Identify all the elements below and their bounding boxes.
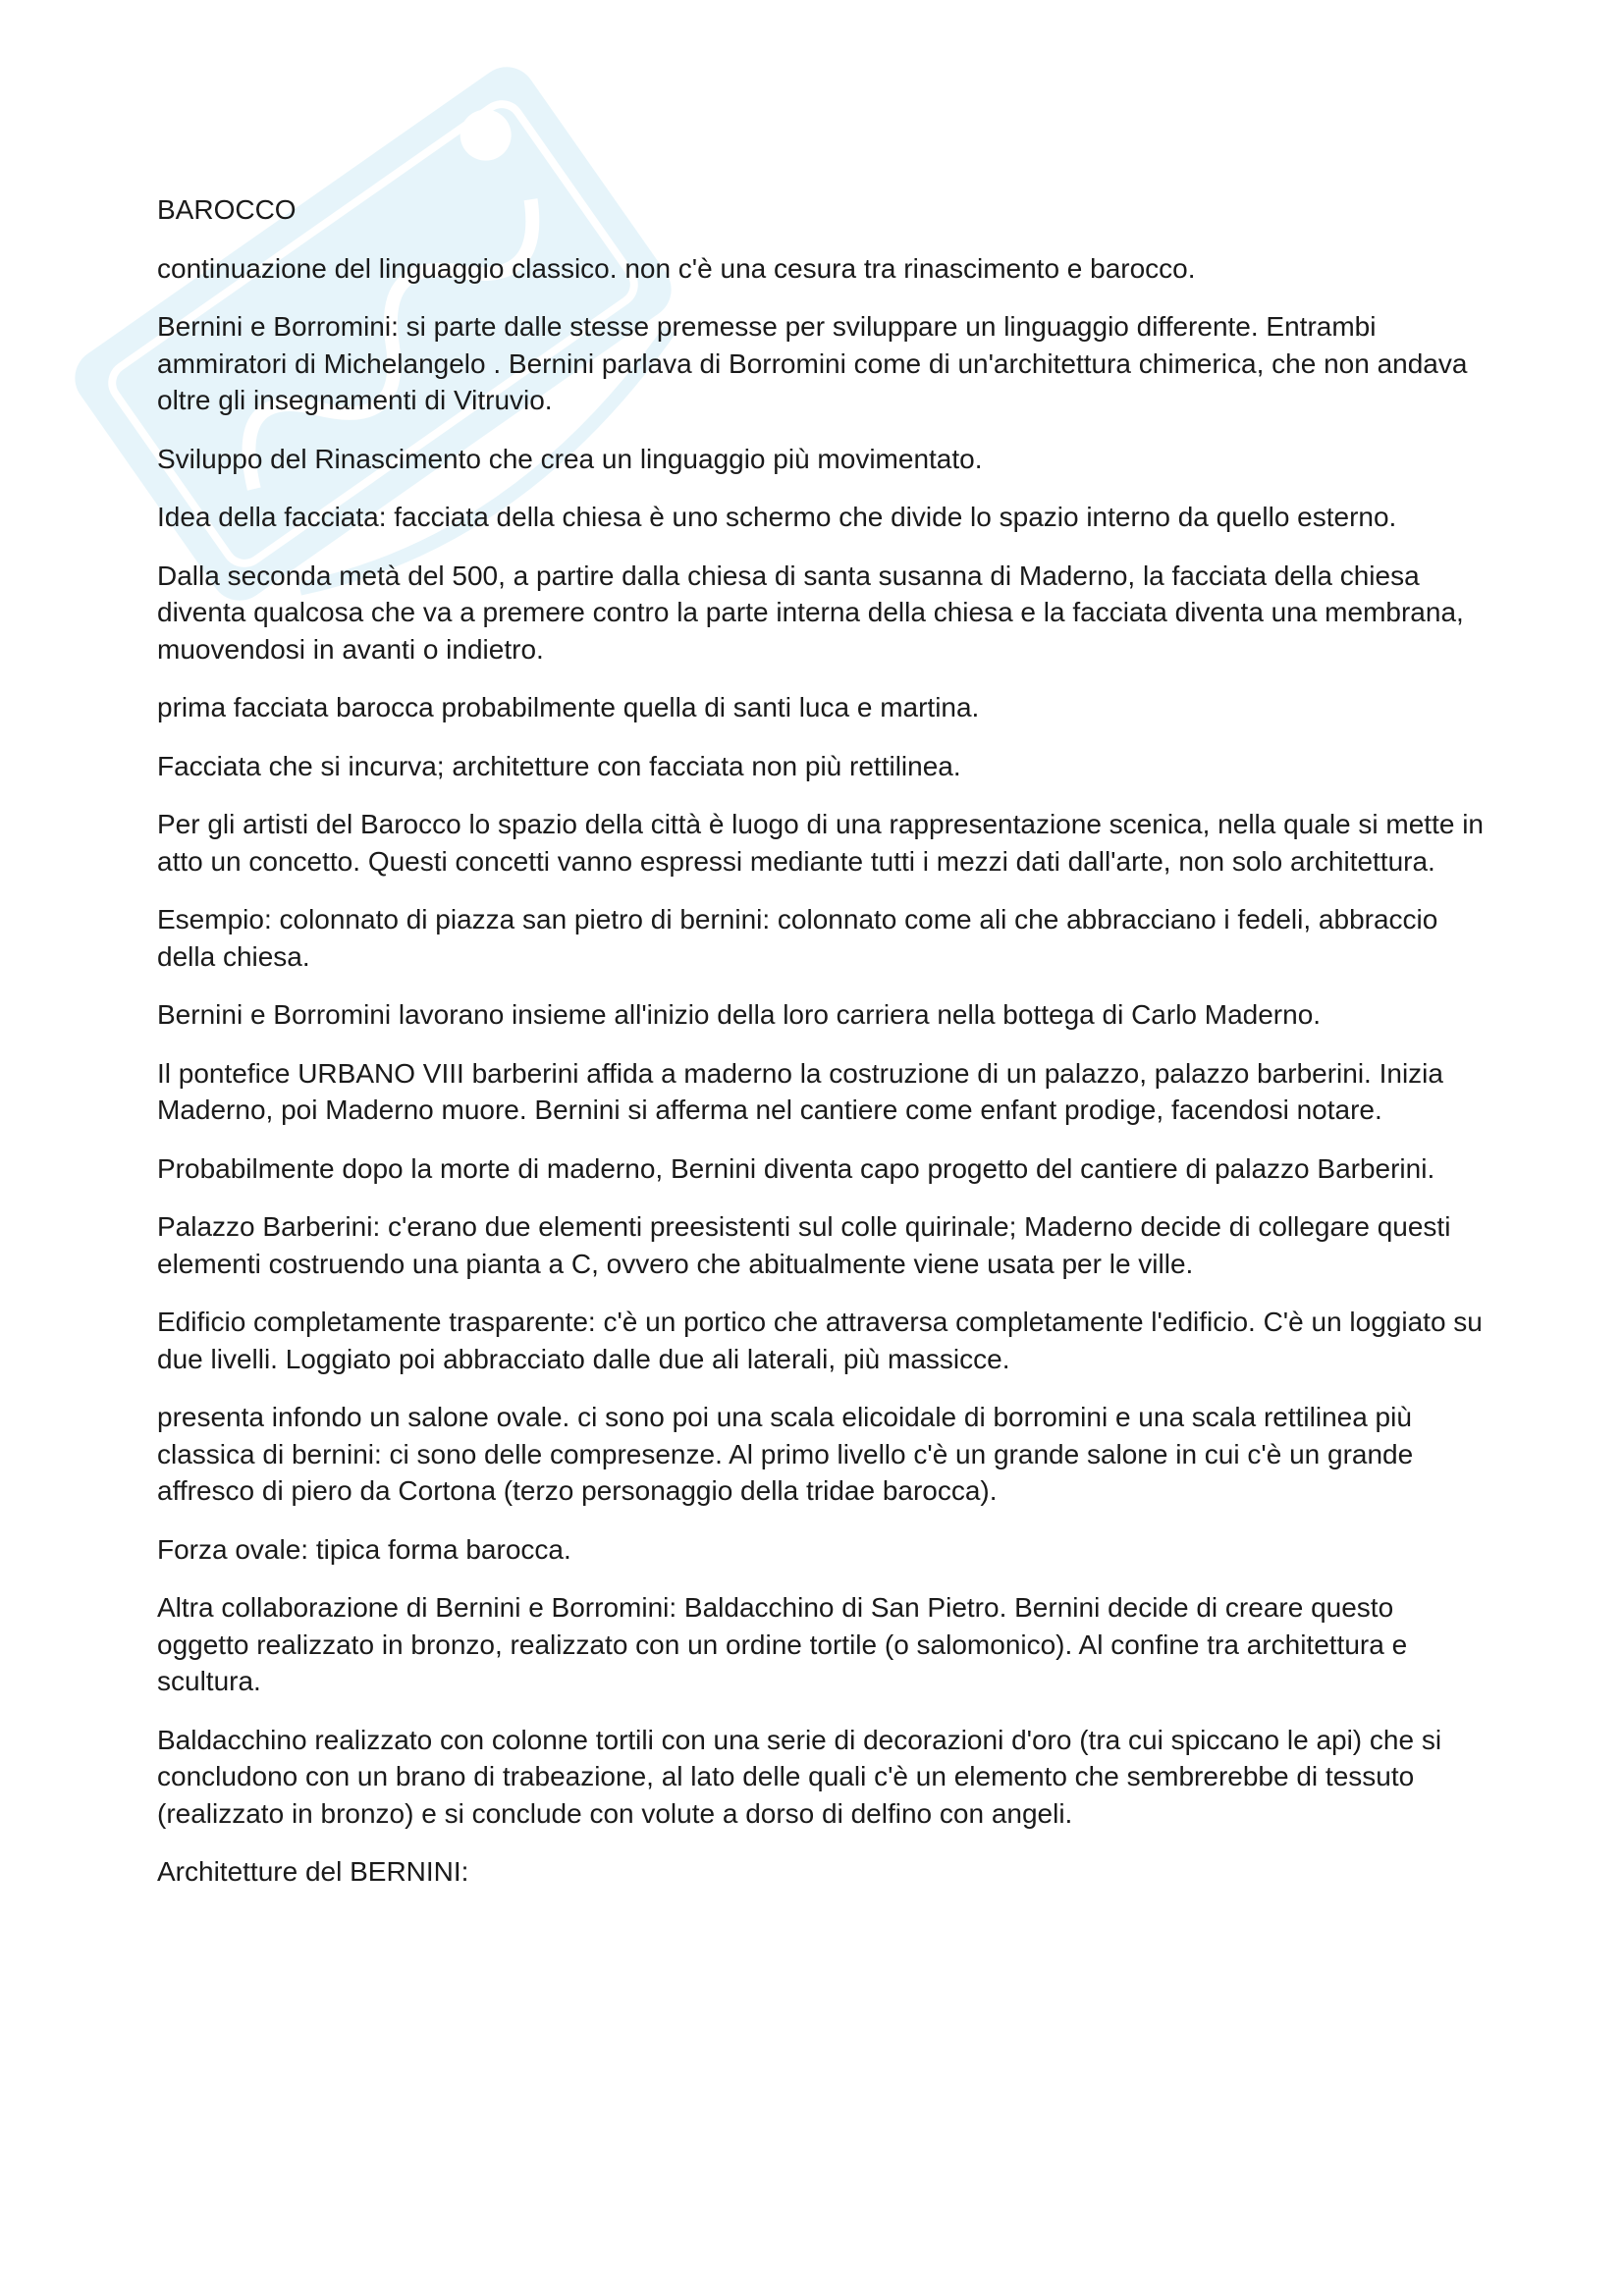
paragraph: Il pontefice URBANO VIII barberini affida a maderno la costruzione di un palazzo, palazzo barberini. Inizia Maderno, poi Maderno muore. Bernini si afferma nel cantiere come enfant prodige, facendosi notare. bbox=[157, 1057, 1443, 1125]
paragraph: Baldacchino realizzato con colonne tortili con una serie di decorazioni d'oro (tra cui spiccano le api) che si concludono con un brano di trabeazione, al lato delle quali c'è un elemento che sembrerebbe di tessuto (realizzato in bronzo) e si conclude con volute a dorso di delfino con angeli. bbox=[157, 1724, 1442, 1829]
paragraph: Idea della facciata: facciata della chiesa è uno schermo che divide lo spazio interno da quello esterno. bbox=[157, 502, 1397, 532]
paragraph: Dalla seconda metà del 500, a partire dalla chiesa di santa susanna di Maderno, la facciata della chiesa diventa qualcosa che va a premere contro la parte interna della chiesa e la facciata diventa una membrana, muovendosi in avanti o indietro. bbox=[157, 560, 1464, 665]
paragraph: Facciata che si incurva; architetture con facciata non più rettilinea. bbox=[157, 750, 961, 781]
paragraph: Probabilmente dopo la morte di maderno, Bernini diventa capo progetto del cantiere di palazzo Barberini. bbox=[157, 1152, 1435, 1184]
paragraph: Architetture del BERNINI: bbox=[157, 1856, 469, 1887]
document-title: BAROCCO bbox=[157, 194, 297, 225]
paragraph: Sviluppo del Rinascimento che crea un linguaggio più movimentato. bbox=[157, 443, 983, 474]
paragraph: continuazione del linguaggio classico. non c'è una cesura tra rinascimento e barocco. bbox=[157, 252, 1196, 284]
document-body bbox=[157, 191, 1492, 1912]
paragraph: prima facciata barocca probabilmente quella di santi luca e martina. bbox=[157, 692, 980, 722]
paragraph: Esempio: colonnato di piazza san pietro di bernini: colonnato come ali che abbracciano i fedeli, abbraccio della chiesa. bbox=[157, 904, 1438, 972]
paragraph: Altra collaborazione di Bernini e Borromini: Baldacchino di San Pietro. Bernini decide di creare questo oggetto realizzato in bronzo, realizzato con un ordine tortile (o salomonico). Al confine tra architettura e scultura. bbox=[157, 1592, 1408, 1696]
paragraph: Edificio completamente trasparente: c'è un portico che attraversa completamente l'edificio. C'è un loggiato su due livelli. Loggiato poi abbracciato dalle due ali laterali, più massicce. bbox=[157, 1307, 1483, 1374]
paragraph: Bernini e Borromini: si parte dalle stesse premesse per sviluppare un linguaggio differente. Entrambi ammiratori di Michelangelo . Bernini parlava di Borromini come di un'architettura chimerica, che non andava oltre gli insegnamenti di Vitruvio. bbox=[157, 311, 1468, 415]
paragraph: Palazzo Barberini: c'erano due elementi preesistenti sul colle quirinale; Maderno decide di collegare questi elementi costruendo una pianta a C, ovvero che abitualmente viene usata per le ville. bbox=[157, 1211, 1451, 1279]
paragraph: Per gli artisti del Barocco lo spazio della città è luogo di una rappresentazione scenica, nella quale si mette in atto un concetto. Questi concetti vanno espressi mediante tutti i mezzi dati dall'arte, non solo architettura. bbox=[157, 809, 1484, 877]
paragraph: Bernini e Borromini lavorano insieme all'inizio della loro carriera nella bottega di Carlo Maderno. bbox=[157, 999, 1322, 1030]
paragraph: presenta infondo un salone ovale. ci sono poi una scala elicoidale di borromini e una scala rettilinea più classica di bernini: ci sono delle compresenze. Al primo livello c'è un grande salone in cui c'è un grande affresco di piero da Cortona (terzo personaggio della tridae barocca). bbox=[157, 1402, 1414, 1506]
paragraph: Forza ovale: tipica forma barocca. bbox=[157, 1533, 571, 1565]
